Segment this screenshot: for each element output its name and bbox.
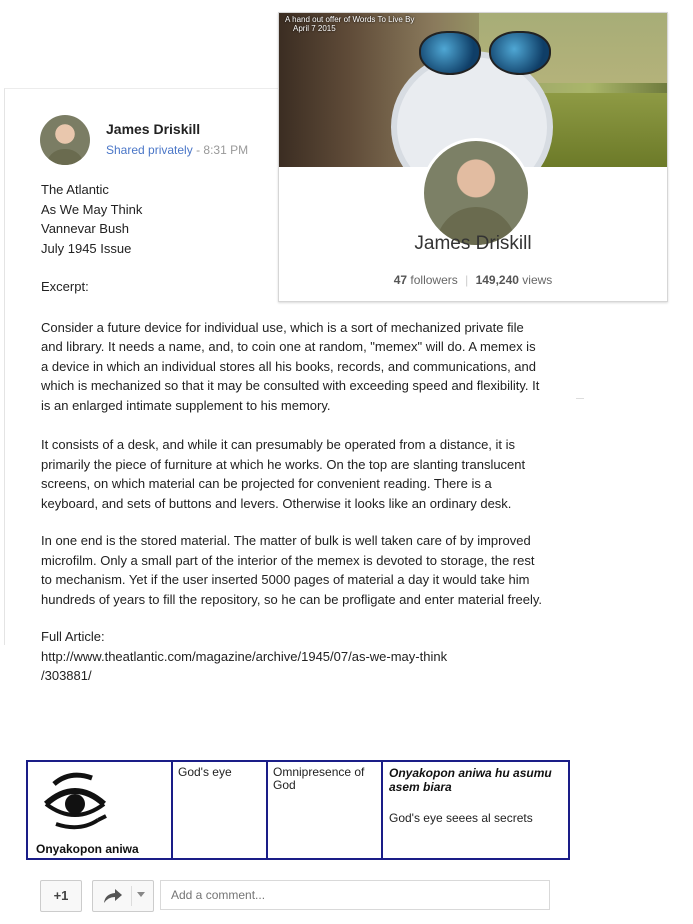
followers-label: followers bbox=[410, 273, 458, 287]
meta-separator: - bbox=[196, 143, 201, 157]
symbol-name: Onyakopon aniwa bbox=[36, 842, 139, 856]
views-label: views bbox=[522, 273, 553, 287]
chevron-down-icon[interactable] bbox=[137, 892, 145, 897]
post-meta bbox=[106, 143, 248, 157]
paragraph-3: In one end is the stored material. The matter of bulk is well taken care of by improved microfilm. Only a small part of the interior of the memex is devoted to storage, the rest to mechanism. Yet if the user inserted 5000 pages of material a day it would take him hundreds of years to fill the repository, so he can be profligate and enter material freely. bbox=[41, 533, 543, 607]
author-name[interactable]: James Driskill bbox=[106, 121, 201, 137]
article-link[interactable]: http://www.theatlantic.com/magazine/archive/1945/07/as-we-may-think bbox=[41, 648, 448, 664]
profile-name[interactable]: James Driskill bbox=[414, 233, 532, 254]
profile-avatar[interactable] bbox=[421, 138, 531, 248]
comment-input[interactable] bbox=[160, 880, 550, 910]
share-button[interactable] bbox=[92, 880, 154, 912]
concept: Omnipresence of God bbox=[273, 765, 365, 792]
excerpt-label: Excerpt: bbox=[41, 279, 89, 294]
profile-hovercard bbox=[278, 12, 668, 302]
profile-stats bbox=[279, 273, 667, 287]
post-time[interactable]: 8:31 PM bbox=[203, 143, 249, 157]
full-article-label: Full Article: bbox=[41, 629, 105, 644]
header-line: As We May Think bbox=[41, 201, 143, 217]
paragraph-2: It consists of a desk, and while it can presumably be operated from a distance, it is primarily the piece of furniture at which he works. On the top are slanting translucent screens, on which material can be projected for convenient reading. There is a keyboard, and sets of buttons and levers. Otherwise it looks like an ordinary desk. bbox=[41, 437, 526, 511]
divider bbox=[576, 398, 584, 399]
visibility-link[interactable]: Shared privately bbox=[106, 143, 193, 157]
proverb: Onyakopon aniwa hu asumu asem biara bbox=[389, 766, 552, 794]
literal-meaning: God's eye bbox=[178, 765, 232, 779]
views-count: 149,240 bbox=[475, 273, 519, 287]
concept-cell bbox=[268, 762, 383, 858]
followers-count: 47 bbox=[393, 273, 408, 287]
share-arrow-icon bbox=[103, 888, 123, 904]
adinkra-table bbox=[26, 760, 570, 860]
header-line: Vannevar Bush bbox=[41, 221, 129, 236]
proverb-cell bbox=[383, 762, 568, 858]
cover-caption: A hand out offer of Words To Live By April 7 2015 bbox=[285, 15, 415, 33]
article-link-continued[interactable]: /303881/ bbox=[41, 668, 92, 683]
stats-separator: | bbox=[465, 273, 469, 287]
symbol-cell bbox=[28, 762, 173, 858]
header-line: July 1945 Issue bbox=[41, 240, 132, 256]
proverb-meaning: God's eye seees al secrets bbox=[389, 811, 533, 825]
plus-one-button[interactable]: +1 bbox=[40, 880, 82, 912]
header-line: The Atlantic bbox=[41, 182, 109, 197]
paragraph-1: Consider a future device for individual use, which is a sort of mechanized private file and library. It needs a name, and, to coin one at random, "memex" will do. A memex is a device in which an individual stores all his books, records, and communications, and which is mechanized so that it may be consulted with exceeding speed and flexibility. It is an enlarged intimate supplement to his memory. bbox=[41, 319, 540, 413]
author-avatar[interactable] bbox=[40, 115, 90, 165]
meaning-cell bbox=[173, 762, 268, 858]
eye-symbol-icon bbox=[40, 770, 110, 834]
